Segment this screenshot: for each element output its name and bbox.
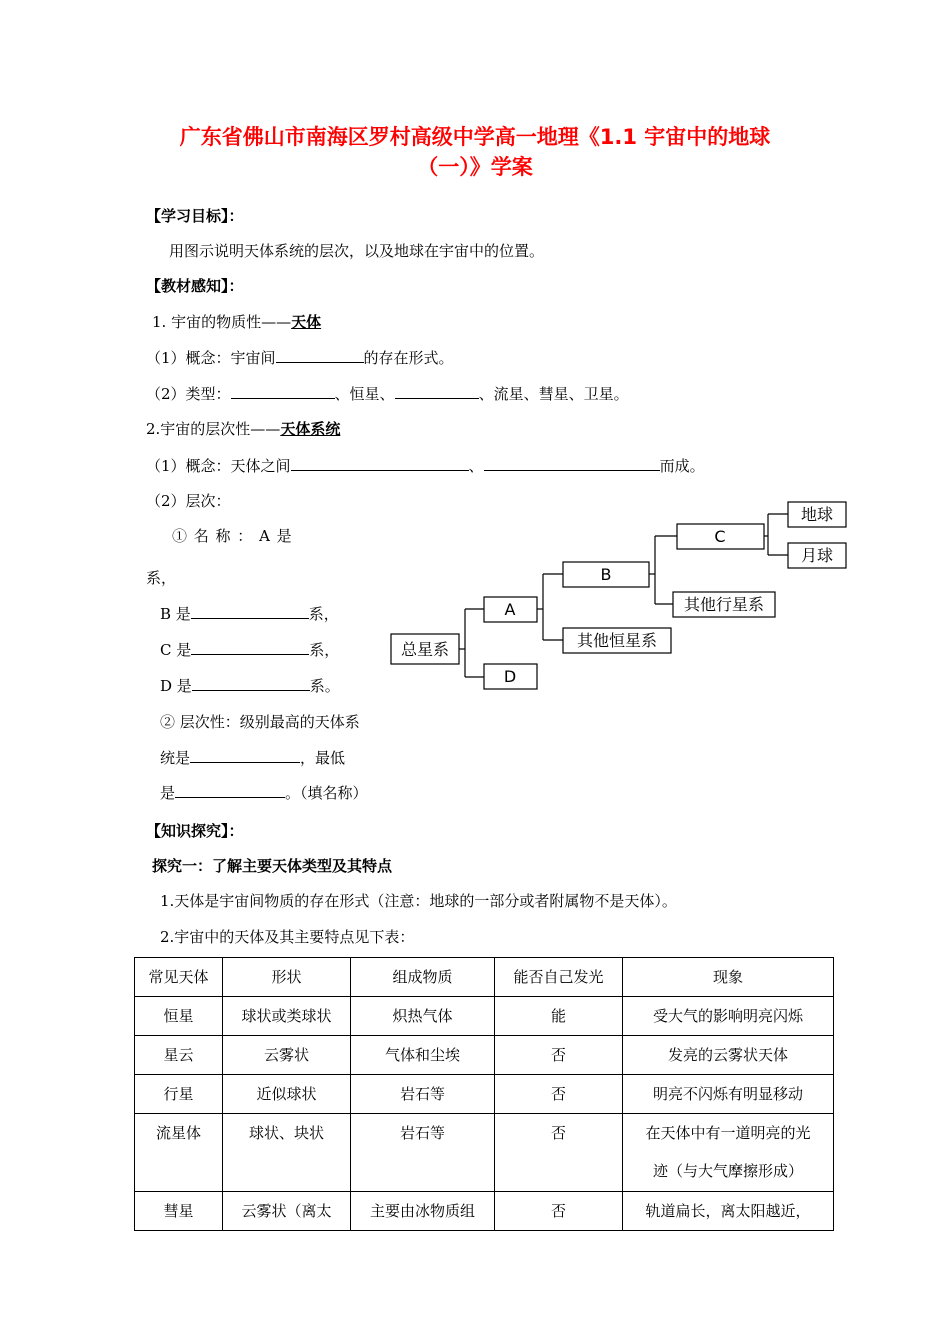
- s1-types-label: （2）类型：: [146, 385, 231, 403]
- table-cell: 发亮的云雾状天体: [623, 1036, 834, 1075]
- c-is-suffix: 系，: [309, 641, 340, 659]
- b-is-suffix: 系，: [308, 605, 339, 623]
- header-cell: 现象: [623, 958, 834, 997]
- table-cell: 流星体: [135, 1114, 223, 1192]
- table-row: [135, 1114, 834, 1192]
- hierarchy-line3: [160, 781, 368, 803]
- table-row: [135, 1192, 834, 1231]
- label-moon: 月球: [800, 546, 834, 565]
- objectives-heading: 【学习目标】：: [146, 207, 244, 225]
- table-cell: 近似球状: [223, 1075, 351, 1114]
- blank-lowest[interactable]: [175, 781, 285, 798]
- label-total-galaxy: 总星系: [400, 640, 450, 659]
- table-row: [135, 997, 834, 1036]
- d-is-label: D 是: [160, 677, 192, 695]
- s1-types-mid: 、恒星、: [334, 385, 395, 403]
- table-cell: 主要由冰物质组: [351, 1192, 495, 1231]
- hierarchy-highest-label: 统是: [160, 749, 191, 767]
- table-cell: 彗星: [135, 1192, 223, 1231]
- textbook-heading: 【教材感知】：: [146, 277, 244, 295]
- label-earth: 地球: [800, 505, 834, 524]
- table-cell: 气体和尘埃: [351, 1036, 495, 1075]
- hierarchy-hint: 。（填名称）: [285, 784, 368, 802]
- table-cell: 能: [495, 997, 623, 1036]
- s1-concept-suffix: 的存在形式。: [363, 349, 454, 367]
- hierarchy-line1: ② 层次性：级别最高的天体系: [160, 713, 360, 731]
- doc-title-line2: （一）》学案: [417, 155, 533, 179]
- names-cont: 系，: [146, 569, 177, 587]
- s2-levels-label: （2）层次：: [146, 492, 231, 510]
- header-cell: 能否自己发光: [495, 958, 623, 997]
- table-cell: 否: [495, 1036, 623, 1075]
- celestial-bodies-table: [134, 957, 834, 1231]
- header-cell: 常见天体: [135, 958, 223, 997]
- table-cell: 云雾状: [223, 1036, 351, 1075]
- s2-concept-suffix: 而成。: [659, 457, 705, 475]
- hierarchy-is-label: 是: [160, 784, 176, 802]
- section2-key: 天体系统: [280, 420, 341, 438]
- table-cell: 否: [495, 1114, 623, 1192]
- table-cell: 云雾状（离太: [223, 1192, 351, 1231]
- label-b: B: [600, 565, 612, 584]
- meteor-phenomenon-line2: 迹（与大气摩擦形成）: [652, 1162, 803, 1180]
- b-is-label: B 是: [160, 605, 191, 623]
- table-cell: 岩石等: [351, 1114, 495, 1192]
- table-row: [135, 1036, 834, 1075]
- hierarchy-lowest-label: ，最低: [300, 749, 346, 767]
- table-cell: 恒星: [135, 997, 223, 1036]
- label-a: A: [504, 600, 516, 619]
- s2-concept-sep: 、: [468, 457, 484, 475]
- table-cell: 否: [495, 1075, 623, 1114]
- table-cell: 球状或类球状: [223, 997, 351, 1036]
- s2-concept-label: （1）概念：天体之间: [146, 457, 291, 475]
- table-cell: 行星: [135, 1075, 223, 1114]
- explore-heading: 【知识探究】：: [146, 822, 244, 840]
- table-cell: 受大气的影响明亮闪烁: [623, 997, 834, 1036]
- explore-p2: 2.宇宙中的天体及其主要特点见下表：: [160, 928, 415, 946]
- hierarchy-line2: [160, 746, 345, 768]
- explore-subheading: 探究一：了解主要天体类型及其特点: [152, 857, 393, 875]
- section1-key: 天体: [291, 313, 322, 331]
- table-cell: 球状、块状: [223, 1114, 351, 1192]
- header-cell: 形状: [223, 958, 351, 997]
- label-other-planets: 其他行星系: [683, 595, 765, 614]
- table-cell: 岩石等: [351, 1075, 495, 1114]
- table-cell: 否: [495, 1192, 623, 1231]
- explore-p1: 1.天体是宇宙间物质的存在形式（注意：地球的一部分或者附属物不是天体）。: [160, 892, 677, 910]
- table-cell: 轨道扁长，离太阳越近，: [623, 1192, 834, 1231]
- doc-title-line1: 广东省佛山市南海区罗村高级中学高一地理《1.1 宇宙中的地球: [179, 125, 771, 149]
- names-line: ① 名 称 ： A 是: [172, 527, 293, 545]
- table-header-row: [135, 958, 834, 997]
- section2-prefix: 2.宇宙的层次性——: [146, 420, 281, 438]
- table-cell: 炽热气体: [351, 997, 495, 1036]
- blank-highest[interactable]: [190, 746, 300, 763]
- section1-prefix: 1. 宇宙的物质性——: [152, 313, 292, 331]
- table-cell: 明亮不闪烁有明显移动: [623, 1075, 834, 1114]
- table-cell: [623, 1114, 834, 1192]
- header-cell: 组成物质: [351, 958, 495, 997]
- d-is-suffix: 系。: [309, 677, 340, 695]
- c-is-label: C 是: [160, 641, 192, 659]
- table-row: [135, 1075, 834, 1114]
- meteor-phenomenon-line1: 在天体中有一道明亮的光: [645, 1124, 811, 1142]
- s1-concept-label: （1）概念：宇宙间: [146, 349, 276, 367]
- label-d: D: [503, 667, 517, 686]
- table-cell: 星云: [135, 1036, 223, 1075]
- label-c: C: [714, 527, 726, 546]
- s1-types-end: 、流星、彗星、卫星。: [478, 385, 629, 403]
- objectives-text: 用图示说明天体系统的层次，以及地球在宇宙中的位置。: [169, 242, 545, 260]
- label-other-stars: 其他恒星系: [576, 631, 658, 650]
